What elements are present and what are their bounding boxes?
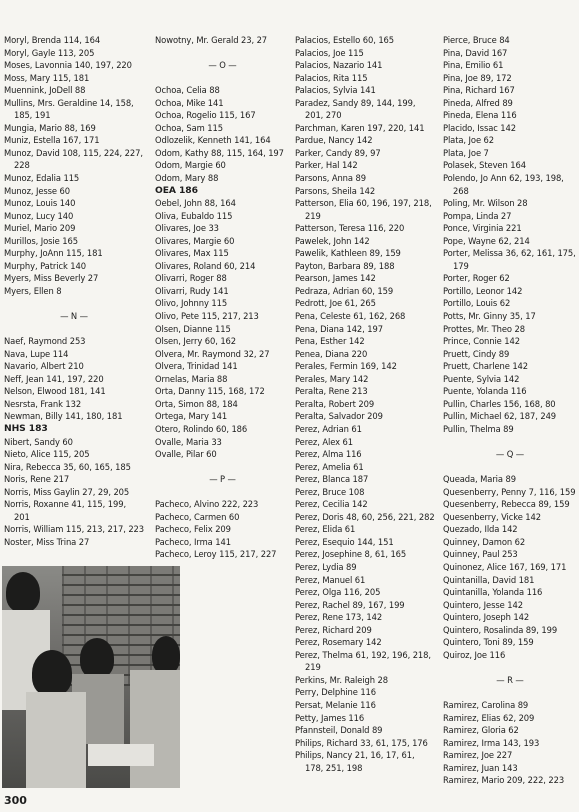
index-entry: Perez, Elida 61: [295, 524, 356, 535]
index-entry: Nibert, Sandy 60: [4, 436, 73, 447]
index-entry: Portillo, Leonor 142: [443, 285, 523, 296]
index-entry: Munoz, Edalia 115: [4, 173, 80, 184]
index-entry: Olivares, Margie 60: [155, 235, 235, 246]
index-entry: Murillos, Josie 165: [4, 235, 78, 246]
index-entry: Pacheco, Felix 209: [155, 524, 231, 535]
index-entry: Quintero, Rosalinda 89, 199: [443, 624, 558, 635]
index-entry: Moryl, Gayle 113, 205: [4, 47, 95, 58]
index-entry: Nieto, Alice 115, 205: [4, 449, 90, 460]
index-entry: Neff, Jean 141, 197, 220: [4, 373, 104, 384]
index-entry: Munoz, Louis 140: [4, 198, 76, 209]
index-entry: Perez, Manuel 61: [295, 574, 366, 585]
index-column-3: [295, 34, 435, 774]
index-entry: Murphy, Patrick 140: [4, 260, 86, 271]
index-entry: Myers, Miss Beverly 27: [4, 273, 99, 284]
index-entry: Ornelas, Maria 88: [155, 373, 228, 384]
index-entry: Nesrsta, Frank 132: [4, 398, 82, 409]
index-entry: Pina, David 167: [443, 47, 508, 58]
index-entry: Poling, Mr. Wilson 28: [443, 198, 528, 209]
spacer: [155, 47, 290, 60]
index-entry: Norris, William 115, 213, 217, 223: [4, 524, 145, 535]
index-entry: Patterson, Teresa 116, 220: [295, 223, 405, 234]
index-entry: Perez, Alex 61: [295, 436, 353, 447]
index-entry: Olsen, Jerry 60, 162: [155, 336, 237, 347]
index-entry: Pullin, Thelma 89: [443, 423, 514, 434]
index-entry: Perez, Josephine 8, 61, 165: [295, 549, 407, 560]
spacer: [4, 323, 144, 336]
index-entry: Ochoa, Rogelio 115, 167: [155, 110, 256, 121]
index-entry: Placido, Issac 142: [443, 122, 516, 133]
book: [88, 744, 154, 766]
index-entry: Newman, Billy 141, 180, 181: [4, 411, 123, 422]
index-entry: Perez, Bruce 108: [295, 486, 365, 497]
index-entry: Quinonez, Alice 167, 169, 171: [443, 561, 567, 572]
index-entry: Pierce, Bruce 84: [443, 35, 510, 45]
index-entry: Pruett, Charlene 142: [443, 361, 529, 372]
index-entry: Munoz, David 108, 115, 224, 227, 228: [4, 147, 143, 171]
index-entry: Perales, Mary 142: [295, 373, 369, 384]
index-entry: Prince, Connie 142: [443, 336, 520, 347]
index-entry: Odlozelik, Kenneth 141, 164: [155, 135, 271, 146]
index-entry: Puente, Sylvia 142: [443, 373, 520, 384]
index-entry: Ramirez, Irma 143, 193: [443, 737, 540, 748]
index-entry: Perez, Lydia 89: [295, 561, 357, 572]
index-entry: Orta, Danny 115, 168, 172: [155, 386, 265, 397]
index-entry: Perez, Olga 116, 205: [295, 587, 381, 598]
index-entry: Parchman, Karen 197, 220, 141: [295, 122, 425, 133]
index-entry: Murphy, JoAnn 115, 181: [4, 248, 103, 259]
spacer: [443, 461, 577, 474]
index-entry: Pullin, Charles 156, 168, 80: [443, 398, 556, 409]
index-entry: Philips, Richard 33, 61, 175, 176: [295, 737, 428, 748]
index-entry: Nira, Rebecca 35, 60, 165, 185: [4, 461, 131, 472]
index-entry: Quinney, Paul 253: [443, 549, 518, 560]
index-entry: Perry, Delphine 116: [295, 687, 377, 698]
index-entry: NHS 183: [4, 422, 48, 434]
index-entry: Ochoa, Celia 88: [155, 85, 220, 96]
index-entry: Muennink, JoDell 88: [4, 85, 86, 96]
index-entry: Perez, Esequio 144, 151: [295, 536, 394, 547]
spacer: [4, 297, 144, 310]
index-entry: Olivo, Johnny 115: [155, 298, 228, 309]
index-entry: Palacios, Estello 60, 165: [295, 35, 395, 45]
index-entry: Ramirez, Gloria 62: [443, 725, 519, 736]
spacer: [443, 436, 577, 449]
index-entry: Porter, Melissa 36, 62, 161, 175, 179: [443, 248, 576, 271]
index-entry: Nava, Lupe 114: [4, 348, 69, 359]
index-entry: Norris, Miss Gaylin 27, 29, 205: [4, 486, 130, 497]
index-entry: Pawelik, Kathleen 89, 159: [295, 248, 401, 259]
index-entry: Payton, Barbara 89, 188: [295, 260, 395, 271]
index-entry: Naef, Raymond 253: [4, 336, 86, 347]
index-entry: Quesenberry, Penny 7, 116, 159: [443, 486, 576, 497]
index-entry: Ramirez, Juan 143: [443, 762, 518, 773]
index-entry: Portillo, Louis 62: [443, 298, 511, 309]
index-entry: Peralta, Robert 209: [295, 398, 375, 409]
index-entry: Polasek, Steven 164: [443, 160, 526, 171]
index-entry: Myers, Ellen 8: [4, 285, 62, 296]
index-entry: Munoz, Jesse 60: [4, 185, 71, 196]
index-entry: Peralta, Salvador 209: [295, 411, 383, 422]
index-entry: Pena, Esther 142: [295, 336, 365, 347]
index-entry: Muriel, Mario 209: [4, 223, 76, 234]
index-entry: Palacios, Nazario 141: [295, 60, 383, 71]
index-entry: Perez, Blanca 187: [295, 474, 369, 485]
index-entry: Pacheco, Alvino 222, 223: [155, 499, 259, 510]
letter-heading: — O —: [208, 60, 237, 71]
index-entry: Philips, Nancy 21, 16, 17, 61, 178, 251, 198: [295, 750, 415, 773]
index-entry: Parker, Candy 89, 97: [295, 147, 381, 158]
index-entry: Patterson, Elia 60, 196, 197, 218, 219: [295, 198, 432, 221]
spacer: [155, 461, 290, 474]
index-entry: Perez, Doris 48, 60, 256, 221, 282: [295, 511, 435, 522]
index-entry: Muniz, Estella 167, 171: [4, 135, 100, 146]
students-photo: [2, 566, 180, 788]
index-entry: Prottes, Mr. Theo 28: [443, 323, 525, 334]
letter-heading: — R —: [496, 674, 524, 685]
student-figure: [152, 636, 180, 674]
index-entry: Plata, Joe 7: [443, 147, 489, 158]
index-entry: Quintero, Joseph 142: [443, 612, 530, 623]
index-entry: Perez, Cecilia 142: [295, 499, 368, 510]
index-entry: Quinney, Damon 62: [443, 536, 526, 547]
student-figure: [6, 572, 40, 612]
index-entry: Ovalle, Maria 33: [155, 436, 222, 447]
index-entry: Moses, Lavonnia 140, 197, 220: [4, 60, 132, 71]
index-entry: Pina, Richard 167: [443, 85, 515, 96]
index-entry: Paradez, Sandy 89, 144, 199, 201, 270: [295, 97, 416, 121]
index-entry: Navario, Albert 210: [4, 361, 84, 372]
index-entry: Pina, Joe 89, 172: [443, 72, 512, 83]
index-entry: Pineda, Elena 116: [443, 110, 517, 121]
index-entry: Nelson, Elwood 181, 141: [4, 386, 106, 397]
index-entry: Pena, Diana 142, 197: [295, 323, 383, 334]
index-entry: Oliva, Eubaldo 115: [155, 210, 233, 221]
index-entry: Ramirez, Elias 62, 209: [443, 712, 535, 723]
spacer: [155, 486, 290, 499]
student-figure: [32, 650, 72, 696]
index-entry: Quintero, Toni 89, 159: [443, 637, 534, 648]
index-entry: Olivo, Pete 115, 217, 213: [155, 311, 259, 322]
index-entry: Pedraza, Adrian 60, 159: [295, 285, 394, 296]
index-entry: Noris, Rene 217: [4, 474, 70, 485]
index-entry: Olvera, Mr. Raymond 32, 27: [155, 348, 270, 359]
index-entry: Mullins, Mrs. Geraldine 14, 158, 185, 191: [4, 97, 134, 121]
index-entry: Parsons, Anna 89: [295, 173, 366, 184]
index-entry: Perez, Adrian 61: [295, 423, 362, 434]
letter-heading: — Q —: [495, 449, 525, 460]
index-entry: Perez, Rene 173, 142: [295, 612, 383, 623]
index-entry: Ramirez, Mario 209, 222, 223: [443, 775, 565, 786]
index-entry: Pfannsteil, Donald 89: [295, 725, 383, 736]
letter-heading: — N —: [60, 311, 88, 322]
index-entry: Moryl, Brenda 114, 164: [4, 35, 101, 45]
index-entry: Pope, Wayne 62, 214: [443, 235, 530, 246]
index-entry: Pacheco, Irma 141: [155, 536, 231, 547]
index-entry: Pineda, Alfred 89: [443, 97, 513, 108]
student-figure: [80, 638, 114, 678]
index-entry: Odom, Kathy 88, 115, 164, 197: [155, 147, 284, 158]
index-entry: Nowotny, Mr. Gerald 23, 27: [155, 35, 268, 45]
index-entry: Pina, Emilio 61: [443, 60, 504, 71]
index-entry: Perez, Rosemary 142: [295, 637, 382, 648]
index-entry: Potts, Mr. Ginny 35, 17: [443, 311, 536, 322]
index-entry: Oebel, John 88, 164: [155, 198, 236, 209]
page-number: 300: [4, 794, 27, 807]
spacer: [155, 72, 290, 85]
index-entry: Odom, Margie 60: [155, 160, 226, 171]
index-entry: Pena, Celeste 61, 162, 268: [295, 311, 406, 322]
index-entry: Odom, Mary 88: [155, 173, 219, 184]
index-entry: Pruett, Cindy 89: [443, 348, 510, 359]
letter-heading: — P —: [209, 474, 236, 485]
index-entry: Perez, Thelma 61, 192, 196, 218, 219: [295, 649, 431, 673]
index-entry: Ortega, Mary 141: [155, 411, 228, 422]
index-entry: Quiroz, Joe 116: [443, 649, 506, 660]
index-entry: Otero, Rolindo 60, 186: [155, 423, 248, 434]
index-entry: Olsen, Dianne 115: [155, 323, 231, 334]
index-entry: Ovalle, Pilar 60: [155, 449, 217, 460]
index-entry: Olvera, Trinidad 141: [155, 361, 238, 372]
index-entry: Pedrott, Joe 61, 265: [295, 298, 376, 309]
index-entry: Perez, Amelia 61: [295, 461, 364, 472]
index-entry: Ochoa, Sam 115: [155, 122, 223, 133]
spacer: [443, 686, 577, 699]
index-entry: Norris, Roxanne 41, 115, 199, 201: [4, 499, 127, 522]
index-entry: Pompa, Linda 27: [443, 210, 512, 221]
index-column-2: [155, 34, 290, 561]
index-entry: Quintanilla, David 181: [443, 574, 535, 585]
index-entry: Munoz, Lucy 140: [4, 210, 74, 221]
student-shirt: [26, 692, 86, 788]
index-entry: Orta, Simon 88, 184: [155, 398, 238, 409]
index-column-4: [443, 34, 577, 787]
index-entry: Pullin, Michael 62, 187, 249: [443, 411, 557, 422]
index-entry: Palacios, Rita 115: [295, 72, 368, 83]
index-entry: Olivares, Max 115: [155, 248, 229, 259]
index-entry: Perez, Rachel 89, 167, 199: [295, 599, 405, 610]
index-entry: Perez, Alma 116: [295, 449, 362, 460]
index-entry: Noster, Miss Trina 27: [4, 536, 90, 547]
index-entry: Olivares, Roland 60, 214: [155, 260, 256, 271]
index-entry: Parker, Hal 142: [295, 160, 358, 171]
index-entry: Quesenberry, Rebecca 89, 159: [443, 499, 570, 510]
index-entry: Peralta, Rene 213: [295, 386, 368, 397]
index-entry: Pacheco, Leroy 115, 217, 227: [155, 549, 277, 560]
student-shirt: [130, 670, 180, 788]
index-entry: OEA 186: [155, 184, 198, 196]
index-column-1: [4, 34, 144, 548]
index-entry: Persat, Melanie 116: [295, 699, 376, 710]
index-entry: Porter, Roger 62: [443, 273, 510, 284]
index-entry: Ochoa, Mike 141: [155, 97, 224, 108]
index-entry: Olivarri, Rudy 141: [155, 285, 229, 296]
index-entry: Queada, Maria 89: [443, 474, 516, 485]
index-entry: Ramirez, Joe 227: [443, 750, 513, 761]
index-entry: Ponce, Virginia 221: [443, 223, 522, 234]
index-entry: Moss, Mary 115, 181: [4, 72, 90, 83]
index-entry: Pardue, Nancy 142: [295, 135, 373, 146]
spacer: [443, 661, 577, 674]
index-entry: Olivarri, Roger 88: [155, 273, 227, 284]
index-entry: Perez, Richard 209: [295, 624, 372, 635]
index-entry: Petty, James 116: [295, 712, 365, 723]
index-entry: Perales, Fermin 169, 142: [295, 361, 397, 372]
index-entry: Puente, Yolanda 116: [443, 386, 527, 397]
index-entry: Penea, Diana 220: [295, 348, 368, 359]
index-entry: Olivares, Joe 33: [155, 223, 219, 234]
index-entry: Quesenberry, Vicke 142: [443, 511, 541, 522]
index-entry: Quintero, Jesse 142: [443, 599, 523, 610]
index-entry: Ramirez, Carolina 89: [443, 699, 529, 710]
index-entry: Polendo, Jo Ann 62, 193, 198, 268: [443, 173, 564, 196]
index-entry: Palacios, Joe 115: [295, 47, 364, 58]
index-entry: Plata, Joe 62: [443, 135, 495, 146]
index-entry: Perkins, Mr. Raleigh 28: [295, 674, 388, 685]
index-entry: Pawelek, John 142: [295, 235, 370, 246]
index-entry: Pacheco, Carmen 60: [155, 511, 240, 522]
index-entry: Parsons, Sheila 142: [295, 185, 376, 196]
index-entry: Quintanilla, Yolanda 116: [443, 587, 543, 598]
index-entry: Mungia, Mario 88, 169: [4, 122, 96, 133]
index-entry: Quezado, Ilda 142: [443, 524, 518, 535]
index-entry: Palacios, Sylvia 141: [295, 85, 376, 96]
index-entry: Pearson, James 142: [295, 273, 376, 284]
